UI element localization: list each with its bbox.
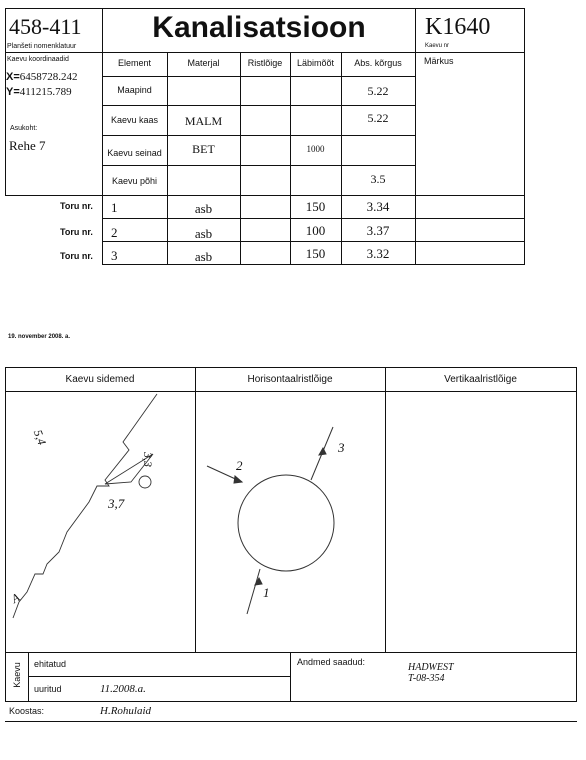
row-element: Kaevu põhi [111, 176, 158, 186]
pipe-label: Toru nr. [60, 201, 93, 211]
col-header-cross: Ristlõige [247, 58, 283, 68]
hand-mark-a: 5,4 [30, 427, 50, 447]
col-header-notes: Märkus [424, 56, 454, 66]
y-coordinate [6, 86, 72, 98]
compiled-label: Koostas: [9, 706, 45, 716]
x-value: 6458728.242 [19, 71, 78, 83]
pipe-diameter: 100 [305, 223, 326, 238]
col-header-element: Element [117, 58, 152, 68]
sheet-label: Planšeti nomenklatuur [7, 43, 77, 50]
pipe-height: 3.32 [366, 246, 390, 261]
pipe-diameter: 150 [305, 246, 326, 261]
pipe-2-mark: 2 [236, 458, 243, 473]
pipe-label: Toru nr. [60, 251, 93, 261]
sketch-header-horizontal: Horisontaalristlõige [247, 374, 333, 385]
well-mark [139, 476, 151, 488]
row-element: Maapind [117, 85, 152, 95]
well-circle [238, 475, 334, 571]
x-label: X= [6, 71, 20, 83]
row-height: 3.5 [370, 172, 386, 186]
pipe-height: 3.37 [366, 223, 390, 238]
pipe-number: 1 [111, 200, 118, 215]
row-diameter: 1000 [306, 144, 325, 154]
row-material: MALM [184, 114, 223, 128]
col-header-material: Materjal [187, 58, 220, 68]
coords-label: Kaevu koordinaadid [7, 56, 69, 63]
source-value-2: T-08-354 [408, 673, 445, 684]
hand-mark-c: 3,7 [108, 496, 125, 511]
hand-mark-b: 3,3 [141, 452, 155, 467]
pipe-height: 3.34 [366, 199, 390, 214]
source-value-1: HADWEST [408, 662, 454, 673]
y-value: 411215.789 [19, 86, 72, 98]
pipe-label: Toru nr. [60, 227, 93, 237]
pipe-material: asb [194, 226, 213, 241]
location-value: Rehe 7 [9, 138, 46, 153]
col-header-diameter: Läbimõõt [296, 58, 335, 68]
location-label: Asukoht: [10, 125, 38, 132]
row-element: Kaevu kaas [110, 115, 159, 125]
page-title: Kanalisatsioon [152, 11, 366, 44]
hand-mark-d: A [8, 590, 23, 606]
building-outline [13, 394, 157, 618]
col-header-height: Abs. kõrgus [354, 58, 402, 68]
y-label: Y= [6, 86, 20, 98]
well-label: Kaevu nr [425, 43, 450, 49]
row-element: Kaevu seinad [107, 148, 162, 158]
pipe-3-mark: 3 [338, 440, 345, 455]
pipe-material: asb [194, 201, 213, 216]
surveyed-value: 11.2008.a. [100, 683, 146, 695]
source-label: Andmed saadud: [297, 657, 366, 667]
surveyed-label: uuritud [34, 684, 62, 694]
built-label: ehitatud [34, 659, 67, 669]
sheet-number: 458-411 [9, 14, 82, 39]
pipe-1-line [247, 569, 260, 614]
row-material: BET [192, 142, 215, 156]
pipe-1-mark: 1 [263, 585, 270, 600]
row-height: 5.22 [367, 111, 389, 125]
pipe-diameter: 150 [305, 199, 326, 214]
compiled-value: H.Rohulaid [100, 705, 152, 717]
well-id: K1640 [425, 14, 491, 40]
date-note: 19. november 2008. a. [8, 334, 71, 340]
sketch-header-vertical: Vertikaalristlõige [444, 374, 517, 385]
pipe-number: 3 [111, 248, 118, 263]
footer-side-label: Kaevu [12, 662, 22, 688]
pipe-number: 2 [111, 225, 118, 240]
sketch-header-ties: Kaevu sidemed [65, 374, 135, 385]
pipe-material: asb [194, 249, 213, 264]
x-coordinate [6, 71, 78, 83]
horizontal-section-sketch [195, 392, 385, 652]
row-height: 5.22 [367, 84, 389, 98]
